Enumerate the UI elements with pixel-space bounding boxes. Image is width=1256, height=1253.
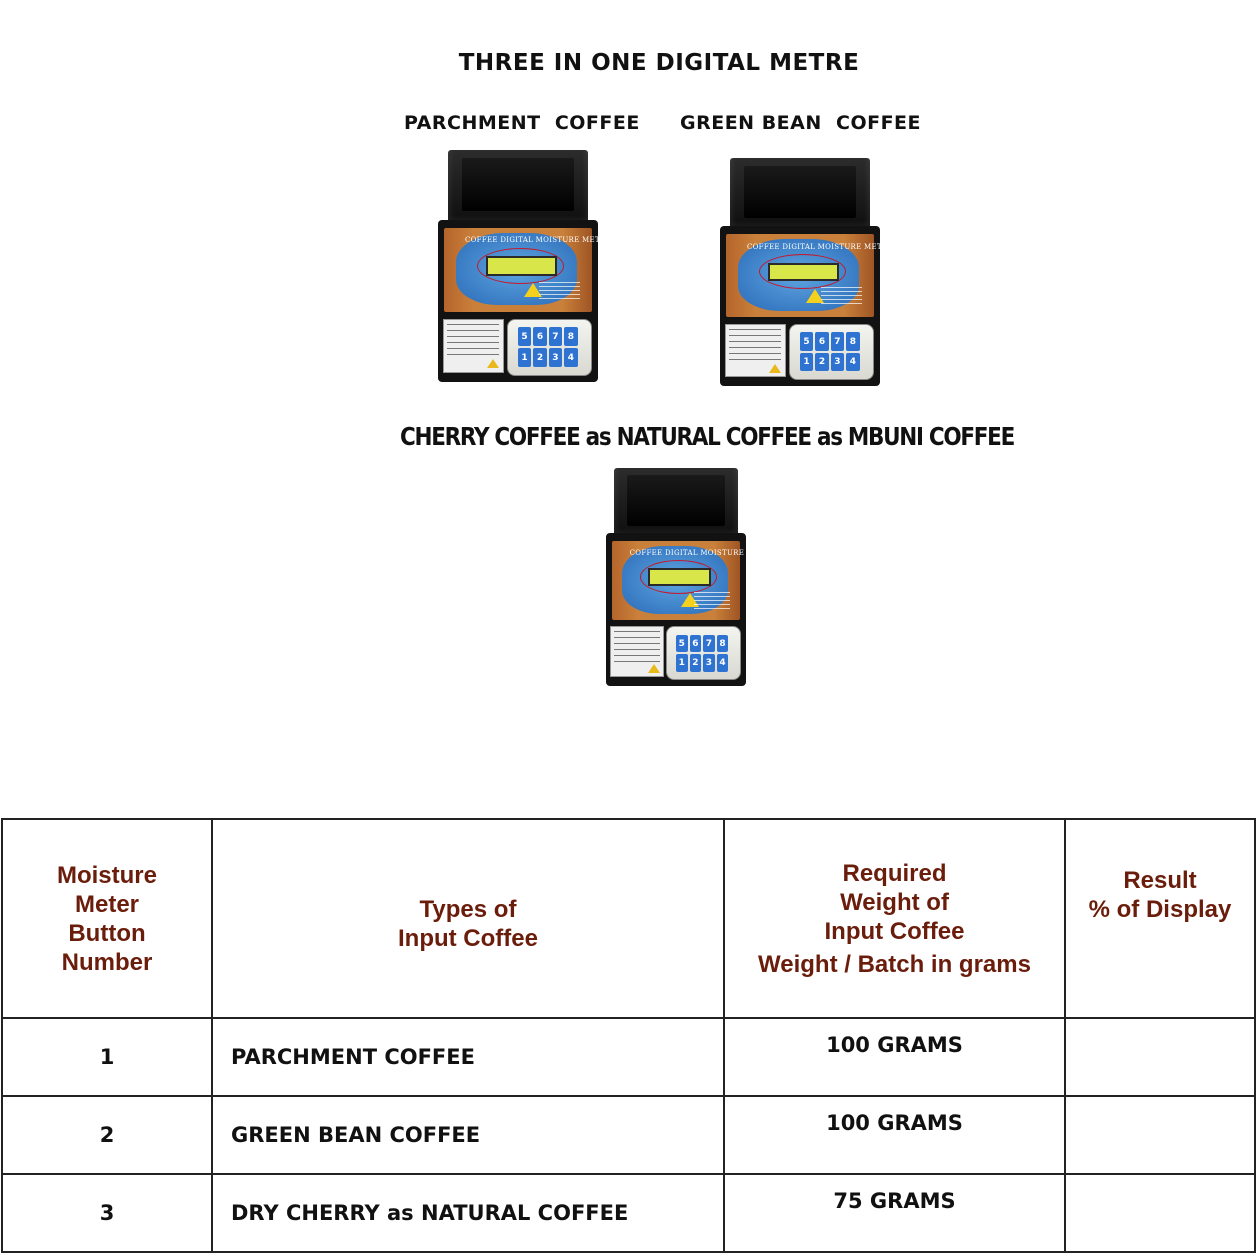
row-result — [1065, 1018, 1255, 1096]
instruction-card — [725, 324, 786, 377]
keypad — [666, 626, 741, 680]
row-button-number: 2 — [2, 1096, 212, 1174]
row-coffee-type: PARCHMENT COFFEE — [212, 1018, 724, 1096]
device-body — [606, 533, 776, 686]
header-result: Result % of Display — [1065, 819, 1255, 1018]
key-6: 6 — [690, 635, 702, 653]
row-required-weight: 100 GRAMS — [724, 1096, 1065, 1174]
key-2: 2 — [815, 353, 828, 372]
key-8: 8 — [846, 332, 859, 351]
key-3: 3 — [831, 353, 844, 372]
key-8: 8 — [717, 635, 729, 653]
green-bean-moisture-meter-image — [720, 158, 893, 386]
device-panel — [726, 234, 893, 317]
key-3: 3 — [549, 348, 562, 367]
device-body — [438, 220, 611, 382]
key-5: 5 — [676, 635, 688, 653]
device-panel — [444, 228, 611, 312]
instruction-card — [610, 626, 664, 677]
device-lid — [448, 150, 589, 227]
cherry-moisture-meter-image — [606, 468, 776, 686]
parchment-moisture-meter-image — [438, 150, 611, 382]
key-3: 3 — [703, 654, 715, 672]
row-result — [1065, 1096, 1255, 1174]
warning-icon — [487, 359, 499, 368]
key-5: 5 — [518, 327, 531, 346]
keypad — [507, 319, 592, 376]
key-2: 2 — [690, 654, 702, 672]
row-result — [1065, 1174, 1255, 1252]
key-7: 7 — [831, 332, 844, 351]
row-required-weight: 75 GRAMS — [724, 1174, 1065, 1252]
key-1: 1 — [518, 348, 531, 367]
row-button-number: 1 — [2, 1018, 212, 1096]
keypad — [789, 324, 874, 380]
key-8: 8 — [564, 327, 577, 346]
key-4: 4 — [564, 348, 577, 367]
device-panel-text: COFFEE DIGITAL MOISTURE METRE — [629, 548, 776, 557]
warning-icon — [648, 664, 660, 673]
device-panel-text: COFFEE DIGITAL MOISTURE METRE — [746, 242, 893, 251]
key-5: 5 — [800, 332, 813, 351]
device-panel — [612, 541, 776, 620]
row-coffee-type: GREEN BEAN COFFEE — [212, 1096, 724, 1174]
warning-icon — [769, 364, 781, 373]
key-6: 6 — [533, 327, 546, 346]
key-4: 4 — [717, 654, 729, 672]
key-7: 7 — [549, 327, 562, 346]
cherry-coffee-label: CHERRY COFFEE as NATURAL COFFEE as MBUNI COFFEE — [400, 422, 1014, 451]
header-required-weight: Required Weight of Input Coffee Weight / Batch in grams — [724, 819, 1065, 1018]
header-types-of-input-coffee: Types of Input Coffee — [212, 819, 724, 1018]
key-7: 7 — [703, 635, 715, 653]
green-bean-coffee-label: GREEN BEAN COFFEE — [680, 112, 922, 134]
device-lid — [614, 468, 737, 540]
parchment-coffee-label: PARCHMENT COFFEE — [404, 112, 640, 134]
key-4: 4 — [846, 353, 859, 372]
lcd-display — [648, 568, 711, 586]
key-2: 2 — [533, 348, 546, 367]
device-lid — [730, 158, 871, 233]
lcd-display — [486, 256, 558, 275]
table-header-row — [2, 819, 1255, 1018]
header-button-number: Moisture Meter Button Number — [2, 819, 212, 1018]
lcd-display — [768, 263, 840, 282]
device-panel-text: COFFEE DIGITAL MOISTURE METRE — [464, 236, 611, 245]
row-required-weight: 100 GRAMS — [724, 1018, 1065, 1096]
row-coffee-type: DRY CHERRY as NATURAL COFFEE — [212, 1174, 724, 1252]
key-6: 6 — [815, 332, 828, 351]
key-1: 1 — [676, 654, 688, 672]
page-title: THREE IN ONE DIGITAL METRE — [458, 50, 860, 76]
table-row — [2, 1096, 1255, 1174]
table-row — [2, 1018, 1255, 1096]
row-button-number: 3 — [2, 1174, 212, 1252]
table-row — [2, 1174, 1255, 1252]
coffee-moisture-table — [1, 818, 1256, 1253]
key-1: 1 — [800, 353, 813, 372]
device-body — [720, 226, 893, 386]
instruction-card — [443, 319, 504, 373]
